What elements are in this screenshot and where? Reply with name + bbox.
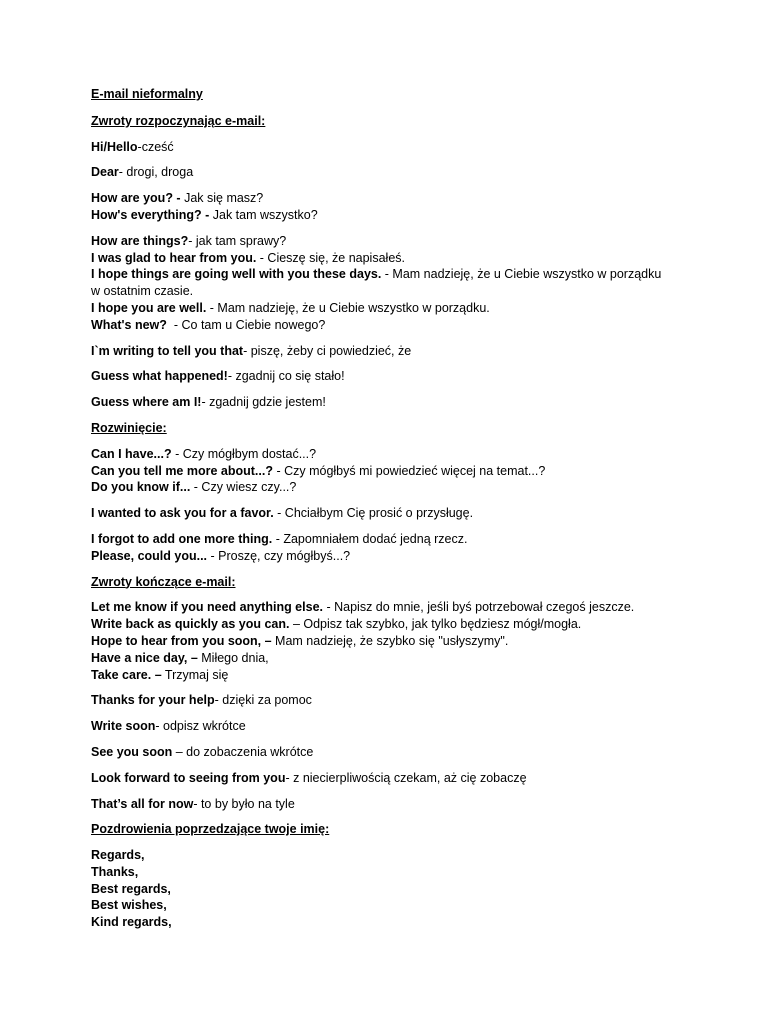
polish-translation: - Mam nadzieję, że u Ciebie wszystko w porządku <box>381 267 662 282</box>
phrase-line <box>91 283 731 300</box>
phrase-line <box>91 897 731 914</box>
phrase-line <box>91 190 731 207</box>
phrase-paragraph <box>91 796 731 813</box>
phrase-line <box>91 548 731 565</box>
english-phrase: Have a nice day, – <box>91 650 198 665</box>
polish-translation: - zgadnij co się stało! <box>227 369 345 384</box>
polish-translation: - Czy mógłbym dostać...? <box>171 446 317 461</box>
english-phrase: That’s all for now <box>91 796 194 811</box>
phrase-line <box>91 139 731 156</box>
phrase-paragraph <box>91 164 731 181</box>
polish-translation: - Chciałbym Cię prosić o przysługę. <box>273 506 474 521</box>
polish-translation: - Napisz do mnie, jeśli byś potrzebował czegoś jeszcze. <box>323 600 635 615</box>
phrase-paragraph <box>91 505 731 522</box>
polish-translation: w ostatnim czasie. <box>91 284 194 299</box>
phrase-line <box>91 446 731 463</box>
polish-translation: - odpisz wkrótce <box>155 719 246 734</box>
polish-translation: - dzięki za pomoc <box>214 693 312 708</box>
polish-translation: - piszę, żeby ci powiedzieć, że <box>243 343 412 358</box>
phrase-paragraph <box>91 394 731 411</box>
polish-translation: Trzymaj się <box>161 667 229 682</box>
english-phrase: I forgot to add one more thing. <box>91 531 273 546</box>
english-phrase: Thanks, <box>91 864 139 879</box>
phrase-line <box>91 233 731 250</box>
phrase-line <box>91 633 731 650</box>
phrase-line <box>91 881 731 898</box>
phrase-paragraph <box>91 531 731 565</box>
polish-translation: Jak się masz? <box>180 191 264 206</box>
phrase-paragraph <box>91 744 731 761</box>
english-phrase: Can I have...? <box>91 446 172 461</box>
polish-translation: - Proszę, czy mógłbyś...? <box>207 548 351 563</box>
english-phrase: Let me know if you need anything else. <box>91 600 323 615</box>
phrase-line <box>91 864 731 881</box>
polish-translation: - Zapomniałem dodać jedną rzecz. <box>272 531 468 546</box>
english-phrase: Can you tell me more about...? <box>91 463 273 478</box>
phrase-line <box>91 463 731 480</box>
phrase-line <box>91 250 731 267</box>
phrase-line <box>91 266 731 283</box>
english-phrase: Write back as quickly as you can. <box>91 617 290 632</box>
polish-translation: - zgadnij gdzie jestem! <box>201 395 326 410</box>
english-phrase: I hope things are going well with you these days. <box>91 267 382 282</box>
english-phrase: Guess where am I! <box>91 395 202 410</box>
phrase-line <box>91 300 731 317</box>
phrase-paragraph <box>91 343 731 360</box>
phrase-line <box>91 394 731 411</box>
english-phrase: Kind regards, <box>91 915 172 930</box>
polish-translation: – Odpisz tak szybko, jak tylko będziesz mógł/mogła. <box>289 617 582 632</box>
english-phrase: I was glad to hear from you. <box>91 250 257 265</box>
section-heading-regards: Pozdrowienia poprzedzające twoje imię: <box>91 822 330 837</box>
phrase-paragraph <box>91 692 731 709</box>
english-phrase: Hi/Hello <box>91 139 138 154</box>
polish-translation: - jak tam sprawy? <box>188 233 287 248</box>
section-body-content <box>91 446 731 565</box>
phrase-line <box>91 317 731 334</box>
polish-translation: - Co tam u Ciebie nowego? <box>166 317 326 332</box>
english-phrase: Do you know if... <box>91 480 191 495</box>
phrase-line <box>91 796 731 813</box>
phrase-paragraph <box>91 770 731 787</box>
english-phrase: What's new? <box>91 317 167 332</box>
phrase-line <box>91 616 731 633</box>
english-phrase: Look forward to seeing from you <box>91 770 286 785</box>
phrase-line <box>91 599 731 616</box>
phrase-line <box>91 479 731 496</box>
phrase-paragraph <box>91 190 731 224</box>
english-phrase: I`m writing to tell you that <box>91 343 244 358</box>
phrase-line <box>91 207 731 224</box>
polish-translation: Mam nadzieję, że szybko się "usłyszymy". <box>271 633 509 648</box>
polish-translation: - Czy mógłbyś mi powiedzieć więcej na temat...? <box>272 463 546 478</box>
polish-translation: Miłego dnia, <box>197 650 269 665</box>
section-heading-closing: Zwroty kończące e-mail: <box>91 574 236 589</box>
english-phrase: Best regards, <box>91 881 171 896</box>
polish-translation: - z niecierpliwością czekam, aż cię zobaczę <box>285 770 527 785</box>
phrase-line <box>91 847 731 864</box>
english-phrase: Write soon <box>91 719 156 734</box>
polish-translation: -cześć <box>137 139 174 154</box>
english-phrase: Please, could you... <box>91 548 208 563</box>
english-phrase: Take care. – <box>91 667 162 682</box>
english-phrase: Hope to hear from you soon, – <box>91 633 272 648</box>
phrase-line <box>91 770 731 787</box>
phrase-paragraph <box>91 233 731 334</box>
polish-translation: - Mam nadzieję, że u Ciebie wszystko w porządku. <box>206 300 490 315</box>
english-phrase: Guess what happened! <box>91 369 228 384</box>
english-phrase: How are things? <box>91 233 189 248</box>
phrase-line <box>91 505 731 522</box>
section-heading-body: Rozwinięcie: <box>91 420 167 435</box>
phrase-line <box>91 164 731 181</box>
phrase-line <box>91 692 731 709</box>
english-phrase: Dear <box>91 165 119 180</box>
english-phrase: Best wishes, <box>91 898 167 913</box>
section-heading-opening: Zwroty rozpoczynając e-mail: <box>91 113 266 128</box>
phrase-paragraph <box>91 847 731 931</box>
phrase-paragraph <box>91 718 731 735</box>
phrase-line <box>91 343 731 360</box>
phrase-line <box>91 718 731 735</box>
phrase-line <box>91 531 731 548</box>
phrase-paragraph <box>91 446 731 496</box>
polish-translation: - drogi, droga <box>118 165 194 180</box>
phrase-line <box>91 650 731 667</box>
phrase-paragraph <box>91 368 731 385</box>
section-regards-content <box>91 847 731 931</box>
document-title: E-mail nieformalny <box>91 87 203 101</box>
section-opening-content <box>91 139 731 411</box>
document-page <box>91 86 731 940</box>
polish-translation: Jak tam wszystko? <box>209 207 318 222</box>
english-phrase: How's everything? - <box>91 207 210 222</box>
phrase-line <box>91 667 731 684</box>
phrase-paragraph <box>91 139 731 156</box>
english-phrase: How are you? - <box>91 191 181 206</box>
section-closing-content <box>91 599 731 812</box>
english-phrase: I hope you are well. <box>91 300 207 315</box>
phrase-paragraph <box>91 599 731 683</box>
polish-translation: - Czy wiesz czy...? <box>190 480 297 495</box>
polish-translation: - to by było na tyle <box>193 796 295 811</box>
phrase-line <box>91 744 731 761</box>
english-phrase: Thanks for your help <box>91 693 215 708</box>
phrase-line <box>91 914 731 931</box>
english-phrase: I wanted to ask you for a favor. <box>91 506 274 521</box>
polish-translation: – do zobaczenia wkrótce <box>172 744 314 759</box>
phrase-line <box>91 368 731 385</box>
english-phrase: See you soon <box>91 744 173 759</box>
polish-translation: - Cieszę się, że napisałeś. <box>256 250 405 265</box>
english-phrase: Regards, <box>91 848 145 863</box>
